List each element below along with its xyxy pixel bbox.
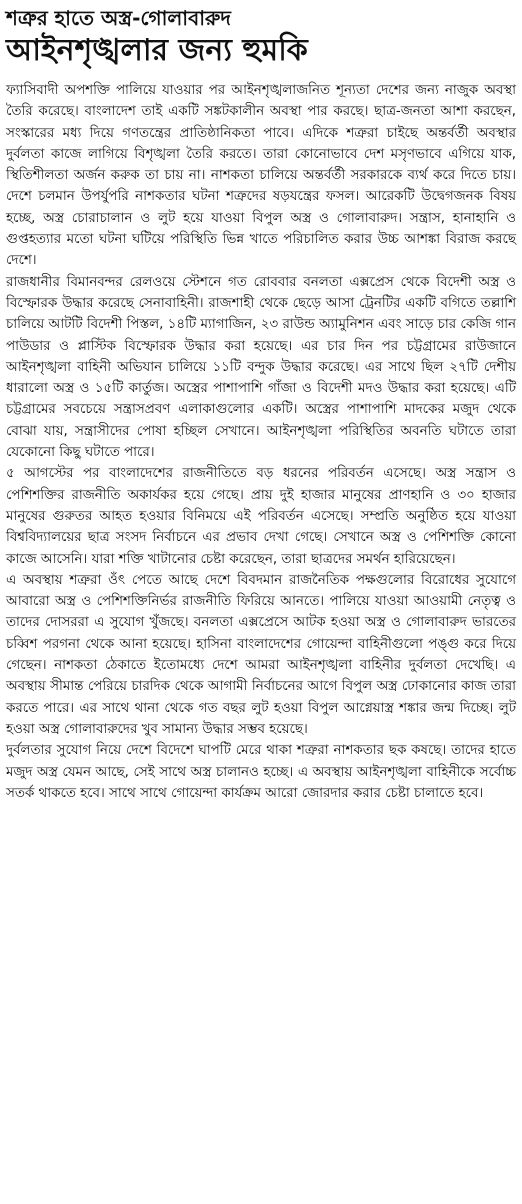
article-paragraph: ফ্যাসিবাদী অপশক্তি পালিয়ে যাওয়ার পর আইনশৃঙ্খলাজনিত শূন্যতা দেশের জন্য নাজুক অবস্থা তৈরি করেছে। বাংলাদেশ তাই একটি সঙ্কটকালীন অবস্থা পার করছে। ছাত্র-জনতা আশা করছেন, সংস্কারের মধ্য দিয়ে গণতন্ত্রের প্রাতিষ্ঠানিকতা পাবে। এদিকে শত্রুরা চাইছে অন্তর্বর্তী অবস্থার দুর্বলতা কাজে লাগিয়ে বিশৃঙ্খলা তৈরি করতে। তারা কোনোভাবে দেশ মসৃণভাবে এগিয়ে যাক, স্থিতিশীলতা অর্জন করুক তা চায় না। নাশকতা চালিয়ে অন্তর্বর্তী সরকারকে ব্যর্থ করে দিতে চায়। দেশে চলমান উপর্যুপরি নাশকতার ঘটনা শত্রুদের ষড়যন্ত্রের ফসল। আরেকটি উদ্বেগজনক বিষয় হচ্ছে, অস্ত্র চোরাচালান ও লুট হয়ে যাওয়া বিপুল অস্ত্র ও গোলাবারুদ। সন্ত্রাস, হানাহানি ও গুপ্তহত্যার মতো ঘটনা ঘটিয়ে পরিস্থিতি ভিন্ন খাতে পরিচালিত করার উচ্চ আশঙ্কা বিরাজ করছে দেশে। — [6, 83, 516, 269]
article-paragraph: রাজধানীর বিমানবন্দর রেলওয়ে স্টেশনে গত রোববার বনলতা এক্সপ্রেস থেকে বিদেশী অস্ত্র ও বিস্ফোরক উদ্ধার করেছে সেনাবাহিনী। রাজশাহী থেকে ছেড়ে আসা ট্রেনটির একটি বগিতে তল্লাশি চালিয়ে আটটি বিদেশী পিস্তল, ১৪টি ম্যাগাজিন, ২৩ রাউন্ড অ্যামুনিশন এবং সাড়ে চার কেজি গান পাউডার ও প্লাস্টিক বিস্ফোরক উদ্ধার করা হয়েছে। এর চার দিন পর চট্টগ্রামের রাউজানে আইনশৃঙ্খলা বাহিনী অভিযান চালিয়ে ১১টি বন্দুক উদ্ধার করেছে। এর সাথে ছিল ২৭টি দেশীয় ধারালো অস্ত্র ও ১৫টি কার্তুজ। অস্ত্রের পাশাপাশি গাঁজা ও বিদেশী মদও উদ্ধার করা হয়েছে। এটি চট্টগ্রামের সবচেয়ে সন্ত্রাসপ্রবণ এলাকাগুলোর একটি। অস্ত্রের পাশাপাশি মাদকের মজুদ থেকে বোঝা যায়, সন্ত্রাসীদের পোষা হচ্ছিল সেখানে। আইনশৃঙ্খলা পরিস্থিতির অবনতি ঘটাতে তারা যেকোনো কিছু ঘটাতে পারে। — [6, 274, 516, 461]
article-paragraph: এ অবস্থায় শত্রুরা ওঁৎ পেতে আছে দেশে বিবদমান রাজনৈতিক পক্ষগুলোর বিরোধের সুযোগে আবারো অস্ত্র ও পেশিশক্তিনির্ভর রাজনীতি ফিরিয়ে আনতে। পালিয়ে যাওয়া আওয়ামী নেতৃত্ব ও তাদের দোসররা এ সুযোগ খুঁজছে। বনলতা এক্সপ্রেসে আটক হওয়া অস্ত্র ও গোলাবারুদ ভারতের চব্বিশ পরগনা থেকে আনা হয়েছে। হাসিনা বাংলাদেশের গোয়েন্দা বাহিনীগুলো পঙ্গু করে দিয়ে গেছেন। নাশকতা ঠেকাতে ইতোমধ্যে দেশে আমরা আইনশৃঙ্খলা বাহিনীর দুর্বলতা দেখেছি। এ অবস্থায় সীমান্ত পেরিয়ে চারদিক থেকে আগামী নির্বাচনের আগে বিপুল অস্ত্র ঢোকানোর কাজ তারা করতে পারে। এর সাথে থানা থেকে গত বছর লুট হওয়া বিপুল আগ্নেয়াস্ত্র শঙ্কার জন্ম দিচ্ছে। লুট হওয়া অস্ত্র গোলাবারুদের খুব সামান্য উদ্ধার সম্ভব হয়েছে। — [6, 572, 516, 737]
article-paragraph: দুর্বলতার সুযোগ নিয়ে দেশে বিদেশে ঘাপটি মেরে থাকা শত্রুরা নাশকতার ছক কষছে। তাদের হাতে মজুদ অস্ত্র যেমন আছে, সেই সাথে অস্ত্র চালানও হচ্ছে। এ অবস্থায় আইনশৃঙ্খলা বাহিনীকে সর্বোচ্চ সতর্ক থাকতে হবে। সাথে সাথে গোয়েন্দা কার্যক্রম আরো জোরদার করার চেষ্টা চালাতে হবে। — [6, 743, 516, 801]
article-body — [6, 80, 516, 804]
article-headline: আইনশৃঙ্খলার জন্য হুমকি — [6, 33, 308, 68]
article-kicker: শত্রুর হাতে অস্ত্র-গোলাবারুদ — [6, 6, 231, 30]
article-paragraph: ৫ আগস্টের পর বাংলাদেশের রাজনীতিতে বড় ধরনের পরিবর্তন এসেছে। অস্ত্র সন্ত্রাস ও পেশিশক্তির রাজনীতি অকার্যকর হয়ে গেছে। প্রায় দুই হাজার মানুষের প্রাণহানি ও ৩০ হাজার মানুষের গুরুতর আহত হওয়ার বিনিময়ে এই পরিবর্তন এসেছে। সম্প্রতি অনুষ্ঠিত হয়ে যাওয়া বিশ্ববিদ্যালয়ের ছাত্র সংসদ নির্বাচনে এর প্রভাব দেখা গেছে। সেখানে অস্ত্র ও পেশিশক্তি কোনো কাজে আসেনি। যারা শক্তি খাটানোর চেষ্টা করেছেন, তারা ছাত্রদের সমর্থন হারিয়েছেন। — [6, 466, 516, 567]
